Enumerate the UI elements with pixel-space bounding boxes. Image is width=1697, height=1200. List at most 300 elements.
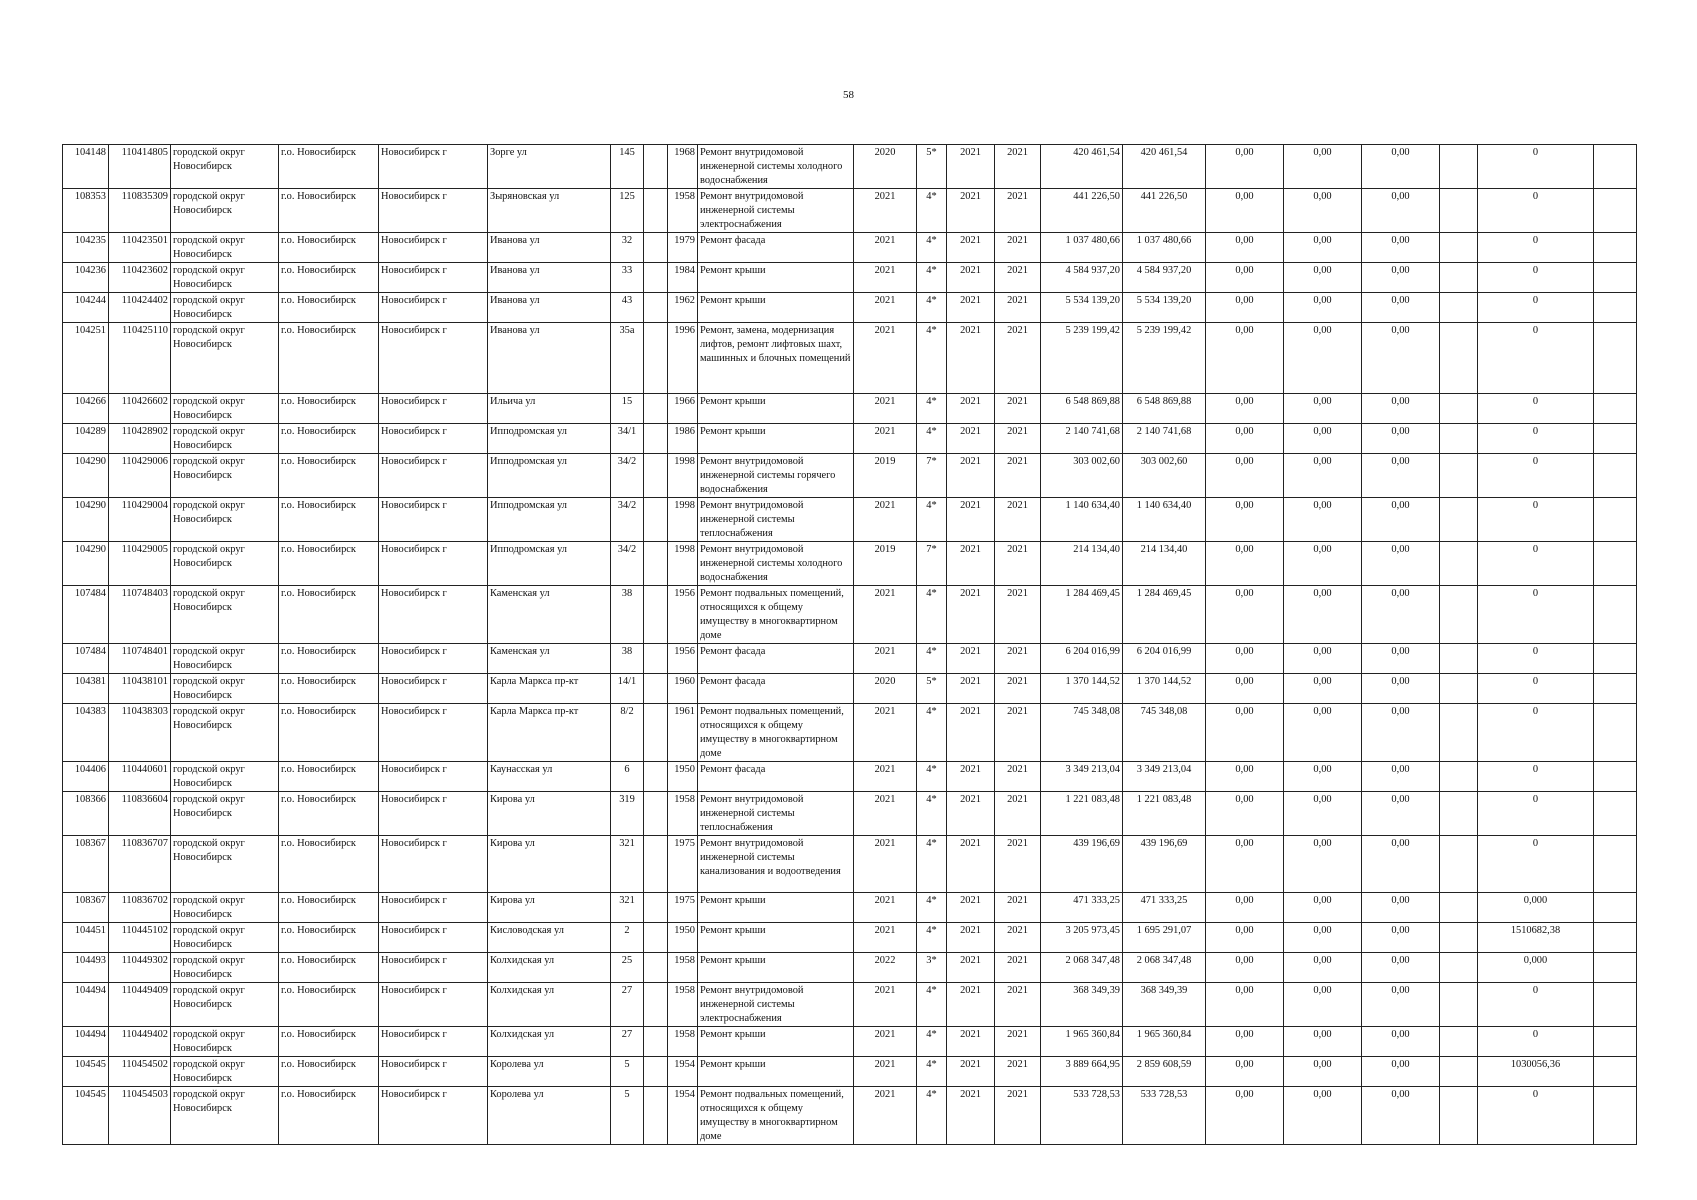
cell-cost-f <box>1594 674 1637 704</box>
table-row <box>63 189 1637 233</box>
cell-house: 34/2 <box>611 498 644 542</box>
cell-code: 110449402 <box>109 1027 171 1057</box>
cell-district: городской округ Новосибирск <box>171 644 279 674</box>
cell-municipality: г.о. Новосибирск <box>279 293 379 323</box>
cell-district: городской округ Новосибирск <box>171 674 279 704</box>
cell-cost-e: 0,000 <box>1478 953 1594 983</box>
cell-street: Колхидская ул <box>488 1027 611 1057</box>
cell-cost-fund: 2 068 347,48 <box>1123 953 1206 983</box>
cell-work-type: Ремонт крыши <box>698 1027 854 1057</box>
cell-city: Новосибирск г <box>379 792 488 836</box>
cell-id: 108366 <box>63 792 109 836</box>
cell-cost-total: 2 068 347,48 <box>1041 953 1123 983</box>
cell-year-to: 2021 <box>995 792 1041 836</box>
cell-cost-total: 1 140 634,40 <box>1041 498 1123 542</box>
cell-district: городской округ Новосибирск <box>171 983 279 1027</box>
cell-cost-e: 0,000 <box>1478 893 1594 923</box>
cell-district: городской округ Новосибирск <box>171 893 279 923</box>
cell-municipality: г.о. Новосибирск <box>279 542 379 586</box>
cell-cost-f <box>1594 323 1637 394</box>
cell-cost-a: 0,00 <box>1206 1027 1284 1057</box>
cell-house: 319 <box>611 792 644 836</box>
cell-cost-c: 0,00 <box>1362 893 1440 923</box>
cell-note: 7* <box>917 454 947 498</box>
cell-plan-year: 2021 <box>854 704 917 762</box>
cell-cost-d <box>1440 498 1478 542</box>
cell-cost-c: 0,00 <box>1362 1027 1440 1057</box>
cell-street: Кисловодская ул <box>488 923 611 953</box>
cell-corpus <box>644 674 668 704</box>
cell-street: Королева ул <box>488 1087 611 1145</box>
cell-municipality: г.о. Новосибирск <box>279 644 379 674</box>
cell-cost-total: 420 461,54 <box>1041 145 1123 189</box>
cell-house: 27 <box>611 983 644 1027</box>
cell-year-built: 1998 <box>668 498 698 542</box>
cell-cost-fund: 533 728,53 <box>1123 1087 1206 1145</box>
cell-district: городской округ Новосибирск <box>171 923 279 953</box>
cell-cost-c: 0,00 <box>1362 145 1440 189</box>
cell-year-from: 2021 <box>947 836 995 893</box>
cell-corpus <box>644 454 668 498</box>
cell-id: 104236 <box>63 263 109 293</box>
cell-cost-a: 0,00 <box>1206 1057 1284 1087</box>
cell-cost-f <box>1594 189 1637 233</box>
cell-cost-total: 6 204 016,99 <box>1041 644 1123 674</box>
cell-city: Новосибирск г <box>379 424 488 454</box>
table-row <box>63 674 1637 704</box>
cell-district: городской округ Новосибирск <box>171 454 279 498</box>
cell-work-type: Ремонт фасада <box>698 644 854 674</box>
cell-municipality: г.о. Новосибирск <box>279 792 379 836</box>
cell-note: 4* <box>917 644 947 674</box>
cell-cost-d <box>1440 323 1478 394</box>
table-row <box>63 762 1637 792</box>
cell-cost-fund: 1 284 469,45 <box>1123 586 1206 644</box>
cell-year-from: 2021 <box>947 189 995 233</box>
cell-cost-a: 0,00 <box>1206 644 1284 674</box>
cell-note: 4* <box>917 394 947 424</box>
cell-house: 34/1 <box>611 424 644 454</box>
cell-city: Новосибирск г <box>379 644 488 674</box>
cell-district: городской округ Новосибирск <box>171 498 279 542</box>
cell-city: Новосибирск г <box>379 1027 488 1057</box>
cell-corpus <box>644 1027 668 1057</box>
cell-cost-a: 0,00 <box>1206 923 1284 953</box>
cell-year-from: 2021 <box>947 644 995 674</box>
cell-district: городской округ Новосибирск <box>171 293 279 323</box>
cell-year-from: 2021 <box>947 145 995 189</box>
cell-year-to: 2021 <box>995 983 1041 1027</box>
cell-work-type: Ремонт фасада <box>698 233 854 263</box>
cell-cost-c: 0,00 <box>1362 953 1440 983</box>
cell-work-type: Ремонт внутридомовой инженерной системы теплоснабжения <box>698 498 854 542</box>
cell-plan-year: 2021 <box>854 983 917 1027</box>
cell-municipality: г.о. Новосибирск <box>279 1087 379 1145</box>
cell-cost-b: 0,00 <box>1284 263 1362 293</box>
cell-cost-d <box>1440 644 1478 674</box>
cell-cost-a: 0,00 <box>1206 586 1284 644</box>
cell-year-built: 1958 <box>668 953 698 983</box>
table-row <box>63 454 1637 498</box>
cell-street: Зыряновская ул <box>488 189 611 233</box>
cell-year-to: 2021 <box>995 424 1041 454</box>
cell-street: Зорге ул <box>488 145 611 189</box>
cell-street: Ипподромская ул <box>488 454 611 498</box>
cell-house: 321 <box>611 893 644 923</box>
cell-cost-total: 1 221 083,48 <box>1041 792 1123 836</box>
page-number: 58 <box>843 89 854 101</box>
cell-city: Новосибирск г <box>379 983 488 1027</box>
cell-id: 104148 <box>63 145 109 189</box>
cell-cost-fund: 471 333,25 <box>1123 893 1206 923</box>
cell-code: 110836604 <box>109 792 171 836</box>
cell-house: 27 <box>611 1027 644 1057</box>
cell-year-to: 2021 <box>995 233 1041 263</box>
cell-year-built: 1950 <box>668 923 698 953</box>
cell-cost-b: 0,00 <box>1284 424 1362 454</box>
cell-corpus <box>644 323 668 394</box>
cell-cost-total: 1 037 480,66 <box>1041 233 1123 263</box>
table-row <box>63 233 1637 263</box>
table-row <box>63 792 1637 836</box>
cell-city: Новосибирск г <box>379 704 488 762</box>
cell-cost-c: 0,00 <box>1362 1057 1440 1087</box>
cell-cost-b: 0,00 <box>1284 586 1362 644</box>
cell-district: городской округ Новосибирск <box>171 1057 279 1087</box>
cell-cost-e: 0 <box>1478 323 1594 394</box>
cell-municipality: г.о. Новосибирск <box>279 263 379 293</box>
cell-cost-c: 0,00 <box>1362 704 1440 762</box>
cell-year-built: 1998 <box>668 454 698 498</box>
cell-cost-d <box>1440 263 1478 293</box>
cell-cost-b: 0,00 <box>1284 542 1362 586</box>
cell-cost-d <box>1440 704 1478 762</box>
cell-cost-f <box>1594 893 1637 923</box>
cell-district: городской округ Новосибирск <box>171 1027 279 1057</box>
table-row <box>63 1027 1637 1057</box>
table-row <box>63 323 1637 394</box>
cell-corpus <box>644 893 668 923</box>
cell-cost-f <box>1594 923 1637 953</box>
cell-city: Новосибирск г <box>379 1087 488 1145</box>
cell-city: Новосибирск г <box>379 953 488 983</box>
cell-municipality: г.о. Новосибирск <box>279 454 379 498</box>
cell-cost-b: 0,00 <box>1284 454 1362 498</box>
cell-cost-c: 0,00 <box>1362 454 1440 498</box>
cell-year-built: 1958 <box>668 983 698 1027</box>
cell-plan-year: 2021 <box>854 792 917 836</box>
cell-cost-fund: 3 349 213,04 <box>1123 762 1206 792</box>
cell-year-from: 2021 <box>947 498 995 542</box>
cell-year-from: 2021 <box>947 704 995 762</box>
cell-work-type: Ремонт крыши <box>698 923 854 953</box>
cell-cost-c: 0,00 <box>1362 1087 1440 1145</box>
cell-id: 104290 <box>63 542 109 586</box>
cell-municipality: г.о. Новосибирск <box>279 836 379 893</box>
cell-city: Новосибирск г <box>379 542 488 586</box>
cell-house: 35а <box>611 323 644 394</box>
cell-municipality: г.о. Новосибирск <box>279 498 379 542</box>
cell-plan-year: 2021 <box>854 923 917 953</box>
cell-year-built: 1966 <box>668 394 698 424</box>
cell-street: Иванова ул <box>488 293 611 323</box>
cell-plan-year: 2021 <box>854 424 917 454</box>
cell-year-built: 1958 <box>668 189 698 233</box>
table-row <box>63 644 1637 674</box>
cell-code: 110428902 <box>109 424 171 454</box>
cell-street: Иванова ул <box>488 263 611 293</box>
cell-cost-b: 0,00 <box>1284 923 1362 953</box>
cell-house: 5 <box>611 1057 644 1087</box>
cell-year-built: 1950 <box>668 762 698 792</box>
cell-cost-b: 0,00 <box>1284 1057 1362 1087</box>
cell-code: 110454503 <box>109 1087 171 1145</box>
cell-plan-year: 2021 <box>854 1057 917 1087</box>
cell-cost-a: 0,00 <box>1206 498 1284 542</box>
cell-city: Новосибирск г <box>379 454 488 498</box>
cell-cost-f <box>1594 704 1637 762</box>
cell-note: 5* <box>917 674 947 704</box>
cell-year-built: 1956 <box>668 586 698 644</box>
cell-year-to: 2021 <box>995 454 1041 498</box>
cell-corpus <box>644 923 668 953</box>
cell-code: 110425110 <box>109 323 171 394</box>
cell-cost-total: 3 889 664,95 <box>1041 1057 1123 1087</box>
cell-cost-f <box>1594 263 1637 293</box>
cell-cost-a: 0,00 <box>1206 836 1284 893</box>
cell-note: 4* <box>917 263 947 293</box>
cell-district: городской округ Новосибирск <box>171 542 279 586</box>
cell-note: 4* <box>917 792 947 836</box>
cell-id: 104251 <box>63 323 109 394</box>
cell-street: Ипподромская ул <box>488 498 611 542</box>
cell-cost-b: 0,00 <box>1284 674 1362 704</box>
cell-year-built: 1954 <box>668 1057 698 1087</box>
cell-corpus <box>644 953 668 983</box>
cell-cost-total: 3 205 973,45 <box>1041 923 1123 953</box>
cell-district: городской округ Новосибирск <box>171 233 279 263</box>
cell-id: 104244 <box>63 293 109 323</box>
cell-work-type: Ремонт крыши <box>698 1057 854 1087</box>
cell-year-to: 2021 <box>995 1087 1041 1145</box>
table-row <box>63 498 1637 542</box>
cell-cost-total: 441 226,50 <box>1041 189 1123 233</box>
table-row <box>63 424 1637 454</box>
cell-year-from: 2021 <box>947 953 995 983</box>
cell-corpus <box>644 424 668 454</box>
cell-year-built: 1968 <box>668 145 698 189</box>
cell-year-built: 1975 <box>668 893 698 923</box>
cell-street: Кирова ул <box>488 792 611 836</box>
cell-code: 110748403 <box>109 586 171 644</box>
cell-work-type: Ремонт подвальных помещений, относящихся к общему имуществу в многоквартирном доме <box>698 586 854 644</box>
cell-street: Каменская ул <box>488 644 611 674</box>
cell-cost-d <box>1440 836 1478 893</box>
cell-cost-fund: 420 461,54 <box>1123 145 1206 189</box>
cell-code: 110423602 <box>109 263 171 293</box>
cell-year-built: 1986 <box>668 424 698 454</box>
cell-cost-a: 0,00 <box>1206 394 1284 424</box>
cell-note: 4* <box>917 1087 947 1145</box>
cell-year-built: 1998 <box>668 542 698 586</box>
cell-cost-f <box>1594 498 1637 542</box>
cell-cost-e: 0 <box>1478 424 1594 454</box>
cell-id: 104235 <box>63 233 109 263</box>
cell-city: Новосибирск г <box>379 263 488 293</box>
cell-cost-total: 1 284 469,45 <box>1041 586 1123 644</box>
cell-house: 25 <box>611 953 644 983</box>
cell-city: Новосибирск г <box>379 293 488 323</box>
cell-cost-b: 0,00 <box>1284 293 1362 323</box>
cell-id: 104289 <box>63 424 109 454</box>
cell-street: Королева ул <box>488 1057 611 1087</box>
cell-cost-a: 0,00 <box>1206 293 1284 323</box>
table-row <box>63 953 1637 983</box>
cell-code: 110445102 <box>109 923 171 953</box>
cell-id: 104494 <box>63 983 109 1027</box>
cell-cost-fund: 368 349,39 <box>1123 983 1206 1027</box>
cell-code: 110440601 <box>109 762 171 792</box>
cell-cost-e: 0 <box>1478 454 1594 498</box>
cell-street: Ильича ул <box>488 394 611 424</box>
cell-cost-fund: 1 140 634,40 <box>1123 498 1206 542</box>
cell-cost-a: 0,00 <box>1206 983 1284 1027</box>
cell-year-to: 2021 <box>995 953 1041 983</box>
cell-cost-c: 0,00 <box>1362 644 1440 674</box>
cell-cost-a: 0,00 <box>1206 762 1284 792</box>
cell-code: 110423501 <box>109 233 171 263</box>
cell-note: 4* <box>917 983 947 1027</box>
cell-cost-c: 0,00 <box>1362 189 1440 233</box>
cell-cost-fund: 303 002,60 <box>1123 454 1206 498</box>
cell-code: 110748401 <box>109 644 171 674</box>
cell-code: 110835309 <box>109 189 171 233</box>
cell-cost-total: 4 584 937,20 <box>1041 263 1123 293</box>
cell-cost-fund: 1 037 480,66 <box>1123 233 1206 263</box>
cell-plan-year: 2020 <box>854 145 917 189</box>
cell-work-type: Ремонт внутридомовой инженерной системы горячего водоснабжения <box>698 454 854 498</box>
cell-year-built: 1975 <box>668 836 698 893</box>
cell-year-from: 2021 <box>947 394 995 424</box>
cell-street: Кирова ул <box>488 893 611 923</box>
cell-cost-total: 439 196,69 <box>1041 836 1123 893</box>
cell-note: 4* <box>917 1027 947 1057</box>
cell-cost-fund: 214 134,40 <box>1123 542 1206 586</box>
cell-house: 2 <box>611 923 644 953</box>
cell-district: городской округ Новосибирск <box>171 792 279 836</box>
cell-id: 104545 <box>63 1087 109 1145</box>
table-row <box>63 923 1637 953</box>
cell-cost-total: 2 140 741,68 <box>1041 424 1123 454</box>
cell-plan-year: 2021 <box>854 762 917 792</box>
cell-street: Карла Маркса пр-кт <box>488 674 611 704</box>
cell-work-type: Ремонт внутридомовой инженерной системы теплоснабжения <box>698 792 854 836</box>
cell-cost-d <box>1440 1057 1478 1087</box>
cell-cost-a: 0,00 <box>1206 233 1284 263</box>
cell-cost-b: 0,00 <box>1284 792 1362 836</box>
cell-cost-fund: 5 534 139,20 <box>1123 293 1206 323</box>
cell-district: городской округ Новосибирск <box>171 1087 279 1145</box>
cell-year-from: 2021 <box>947 983 995 1027</box>
cell-plan-year: 2022 <box>854 953 917 983</box>
cell-cost-f <box>1594 542 1637 586</box>
cell-cost-c: 0,00 <box>1362 233 1440 263</box>
cell-corpus <box>644 542 668 586</box>
cell-cost-f <box>1594 953 1637 983</box>
cell-work-type: Ремонт крыши <box>698 394 854 424</box>
cell-cost-f <box>1594 293 1637 323</box>
cell-cost-e: 0 <box>1478 498 1594 542</box>
cell-year-built: 1958 <box>668 1027 698 1057</box>
cell-work-type: Ремонт внутридомовой инженерной системы электроснабжения <box>698 983 854 1027</box>
cell-year-built: 1956 <box>668 644 698 674</box>
cell-municipality: г.о. Новосибирск <box>279 424 379 454</box>
cell-year-built: 1984 <box>668 263 698 293</box>
cell-id: 108367 <box>63 836 109 893</box>
cell-cost-fund: 2 140 741,68 <box>1123 424 1206 454</box>
cell-cost-total: 745 348,08 <box>1041 704 1123 762</box>
cell-cost-b: 0,00 <box>1284 189 1362 233</box>
cell-code: 110429006 <box>109 454 171 498</box>
cell-street: Ипподромская ул <box>488 424 611 454</box>
cell-year-to: 2021 <box>995 498 1041 542</box>
cell-year-from: 2021 <box>947 1057 995 1087</box>
cell-work-type: Ремонт внутридомовой инженерной системы электроснабжения <box>698 189 854 233</box>
cell-district: городской округ Новосибирск <box>171 953 279 983</box>
cell-city: Новосибирск г <box>379 893 488 923</box>
cell-year-from: 2021 <box>947 674 995 704</box>
cell-year-to: 2021 <box>995 704 1041 762</box>
cell-year-to: 2021 <box>995 1027 1041 1057</box>
cell-cost-a: 0,00 <box>1206 189 1284 233</box>
cell-district: городской округ Новосибирск <box>171 263 279 293</box>
cell-code: 110836702 <box>109 893 171 923</box>
cell-year-from: 2021 <box>947 762 995 792</box>
cell-note: 4* <box>917 704 947 762</box>
cell-cost-c: 0,00 <box>1362 983 1440 1027</box>
cell-plan-year: 2021 <box>854 394 917 424</box>
cell-note: 4* <box>917 323 947 394</box>
cell-district: городской округ Новосибирск <box>171 762 279 792</box>
cell-district: городской округ Новосибирск <box>171 323 279 394</box>
cell-street: Каменская ул <box>488 586 611 644</box>
cell-work-type: Ремонт подвальных помещений, относящихся к общему имуществу в многоквартирном доме <box>698 1087 854 1145</box>
cell-cost-d <box>1440 454 1478 498</box>
cell-corpus <box>644 762 668 792</box>
cell-cost-c: 0,00 <box>1362 394 1440 424</box>
cell-year-to: 2021 <box>995 893 1041 923</box>
cell-cost-d <box>1440 893 1478 923</box>
cell-cost-a: 0,00 <box>1206 674 1284 704</box>
cell-cost-c: 0,00 <box>1362 762 1440 792</box>
cell-code: 110414805 <box>109 145 171 189</box>
cell-cost-total: 3 349 213,04 <box>1041 762 1123 792</box>
cell-house: 5 <box>611 1087 644 1145</box>
cell-id: 107484 <box>63 644 109 674</box>
cell-note: 4* <box>917 1057 947 1087</box>
cell-cost-fund: 1 221 083,48 <box>1123 792 1206 836</box>
cell-year-to: 2021 <box>995 923 1041 953</box>
cell-year-from: 2021 <box>947 233 995 263</box>
cell-year-to: 2021 <box>995 644 1041 674</box>
cell-cost-total: 471 333,25 <box>1041 893 1123 923</box>
cell-house: 15 <box>611 394 644 424</box>
cell-year-to: 2021 <box>995 145 1041 189</box>
cell-street: Кирова ул <box>488 836 611 893</box>
cell-street: Колхидская ул <box>488 983 611 1027</box>
cell-municipality: г.о. Новосибирск <box>279 674 379 704</box>
cell-code: 110424402 <box>109 293 171 323</box>
